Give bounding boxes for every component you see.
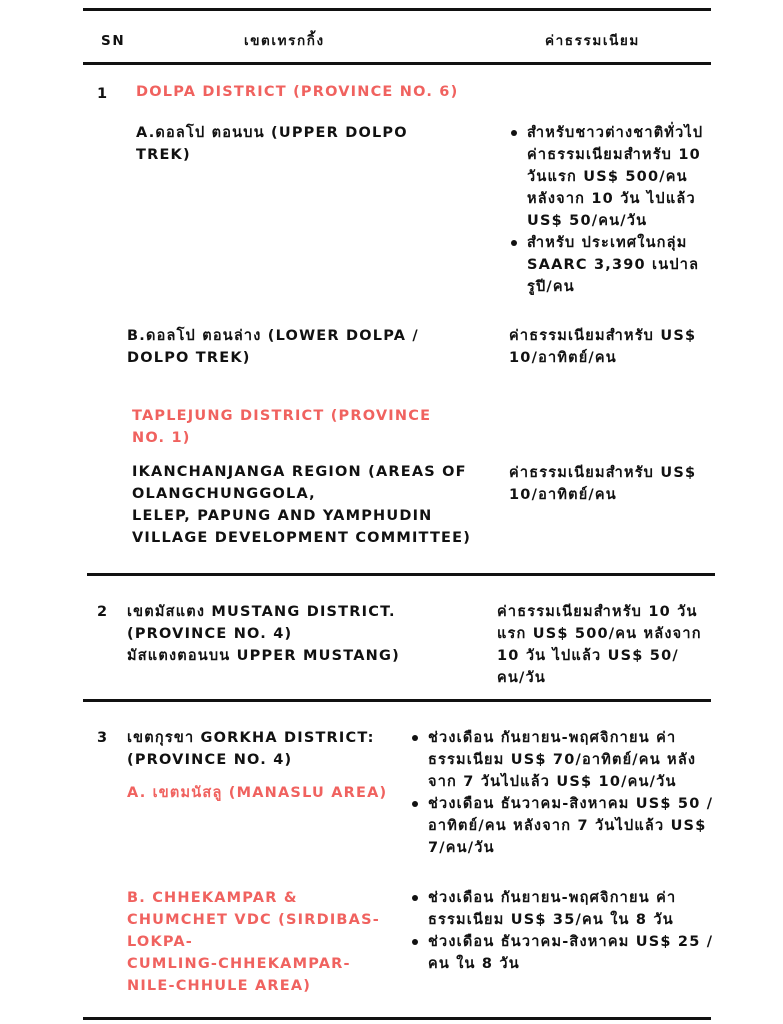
list-item: สำหรับชาวต่างชาติทั่วไป ค่าธรรมเนียมสำหรับ 10 วันแรก US$ 500/คน หลังจาก 10 วัน ไปแล้ว US$ 50/คน/วัน (509, 122, 703, 232)
row-3-sn: 3 (97, 730, 109, 746)
header-bottom-rule (83, 62, 711, 65)
row-3-a-fee-list (410, 727, 713, 859)
header-sn: SN (101, 33, 126, 49)
row-3-b-fee-list (410, 887, 713, 975)
header-zone: เขตเทรกกิ้ง (244, 33, 325, 49)
list-item: ช่วงเดือน ธันวาคม-สิงหาคม US$ 50 / อาทิตย์/คน หลังจาก 7 วันไปแล้ว US$ 7/คน/วัน (410, 793, 713, 859)
row-1-sn: 1 (97, 86, 109, 102)
table-bottom-rule (83, 1017, 711, 1020)
table-top-rule (83, 8, 711, 11)
list-item: สำหรับ ประเทศในกลุ่ม SAARC 3,390 เนปาล รูปี/คน (509, 232, 703, 298)
header-fee: ค่าธรรมเนียม (545, 33, 640, 49)
row-2-sn: 2 (97, 604, 109, 620)
list-item: ช่วงเดือน กันยายน-พฤศจิกายน ค่า ธรรมเนียม US$ 35/คน ใน 8 วัน (410, 887, 713, 931)
list-item: ช่วงเดือน ธันวาคม-สิงหาคม US$ 25 / คน ใน 8 วัน (410, 931, 713, 975)
row-1-bottom-rule (87, 573, 715, 576)
list-item: ช่วงเดือน กันยายน-พฤศจิกายน ค่า ธรรมเนียม US$ 70/อาทิตย์/คน หลัง จาก 7 วันไปแล้ว US$ 10/คน/วัน (410, 727, 713, 793)
row-3-a-title: A. เขตมนัสลู (MANASLU AREA) (127, 785, 388, 801)
row-1-a-fee-list (509, 122, 703, 298)
row-2-bottom-rule (83, 699, 711, 702)
row-1-district: DOLPA DISTRICT (PROVINCE NO. 6) (136, 84, 459, 100)
